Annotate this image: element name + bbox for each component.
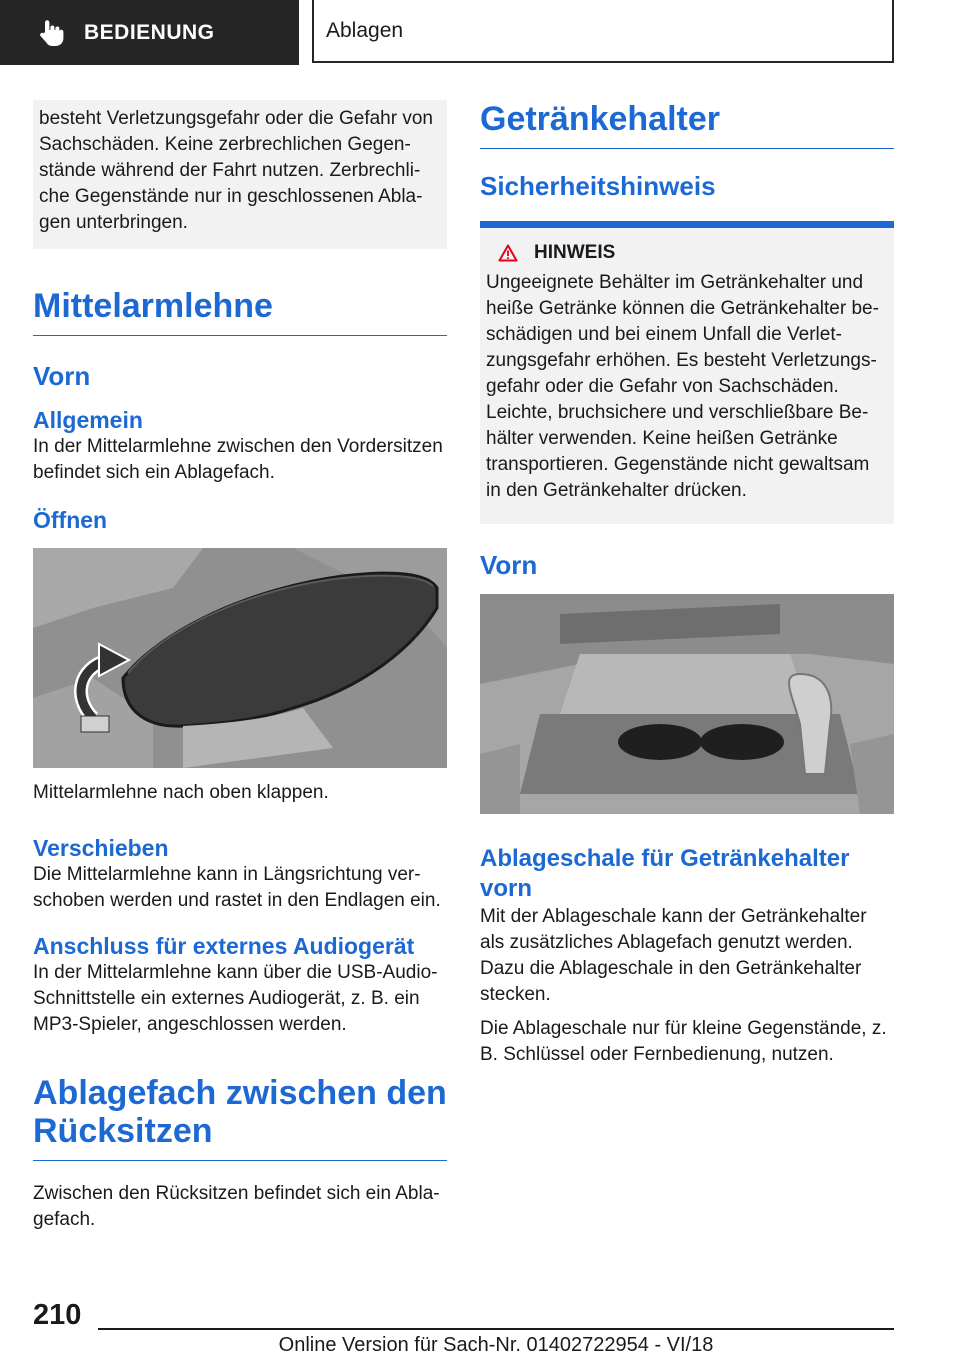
- chapter-label: BEDIENUNG: [84, 20, 215, 44]
- footer-rule: [98, 1328, 894, 1330]
- heading-vorn-right: Vorn: [480, 550, 538, 580]
- left-column: [33, 100, 447, 1233]
- heading-audio: Anschluss für externes Audiogerät: [33, 933, 415, 959]
- warning-text: Ungeeignete Behälter im Getränkehalter und heiße Getränke können die Getränkehalter beschädigen und bei einem Unfall die Verletzungsgefahr erhöhen. Es besteht Verletzungsgefahr oder die Gefahr von Sachschäden. Leichte, bruchsichere und verschließbare Behälter verwenden. Keine heißen Getränke transportieren. Gegenstände nicht gewaltsam in den Getränkehalter drücken.: [486, 272, 879, 501]
- heading-sicherheitshinweis: Sicherheitshinweis: [480, 171, 716, 201]
- heading-allgemein: Allgemein: [33, 407, 143, 433]
- ruecksitz-text: Zwischen den Rücksitzen befindet sich ein Ablagefach.: [33, 1183, 440, 1230]
- intro-note: [33, 100, 447, 249]
- warning-triangle-icon: [498, 244, 518, 262]
- heading-ablageschale: Ablageschale für Getränkehalter vorn: [480, 845, 850, 902]
- warning-header: [486, 242, 886, 264]
- hand-pointer-icon: [36, 18, 66, 48]
- cupholder-image: [480, 594, 894, 814]
- chapter-tab[interactable]: [0, 0, 299, 65]
- heading-oeffnen: Öffnen: [33, 507, 108, 533]
- heading-mittelarmlehne: Mittelarmlehne: [33, 287, 447, 336]
- ablageschale-text-1: Mit der Ablageschale kann der Getränkehalter als zusätzliches Ablagefach genutzt werden. Dazu die Ablageschale in den Getränkehalter stecken.: [480, 906, 867, 1005]
- section-title: Ablagen: [312, 0, 894, 63]
- verschieben-text: Die Mittelarmlehne kann in Längsrichtung verschoben werden und rastet in den Endlagen ein.: [33, 864, 441, 911]
- ablageschale-text-2: Die Ablageschale nur für kleine Gegenstände, z. B. Schlüssel oder Fernbedienung, nutzen.: [480, 1018, 887, 1065]
- heading-verschieben: Verschieben: [33, 835, 169, 861]
- armrest-image: [33, 548, 447, 768]
- divider-rule: [480, 221, 894, 228]
- heading-ruecksitz: Ablagefach zwischen den Rücksitzen: [33, 1074, 447, 1161]
- warning-label: HINWEIS: [534, 242, 616, 263]
- heading-vorn: Vorn: [33, 361, 91, 391]
- heading-getraenkehalter: Getränkehalter: [480, 100, 894, 149]
- right-column: [480, 100, 894, 1068]
- warning-box: [480, 228, 894, 524]
- audio-text: In der Mittelarmlehne kann über die USB-Audio-Schnittstelle ein externes Audiogerät, z. B. ein MP3-Spieler, angeschlossen werden.: [33, 962, 438, 1035]
- cupholder-illustration: [480, 594, 894, 814]
- online-version-text: Online Version für Sach-Nr. 01402722954 - VI/18: [278, 1334, 714, 1356]
- allgemein-text: In der Mittelarmlehne zwischen den Vordersitzen befindet sich ein Ablagefach.: [33, 436, 443, 483]
- armrest-caption: Mittelarmlehne nach oben klappen.: [33, 782, 329, 803]
- armrest-illustration: [33, 548, 447, 768]
- intro-text: besteht Verletzungsgefahr oder die Gefahr von Sachschäden. Keine zerbrechlichen Gegenstände während der Fahrt nutzen. Zerbrechliche Gegenstände nur in geschlossenen Ablagen unterbringen.: [39, 108, 433, 233]
- page-number: 210: [33, 1299, 82, 1331]
